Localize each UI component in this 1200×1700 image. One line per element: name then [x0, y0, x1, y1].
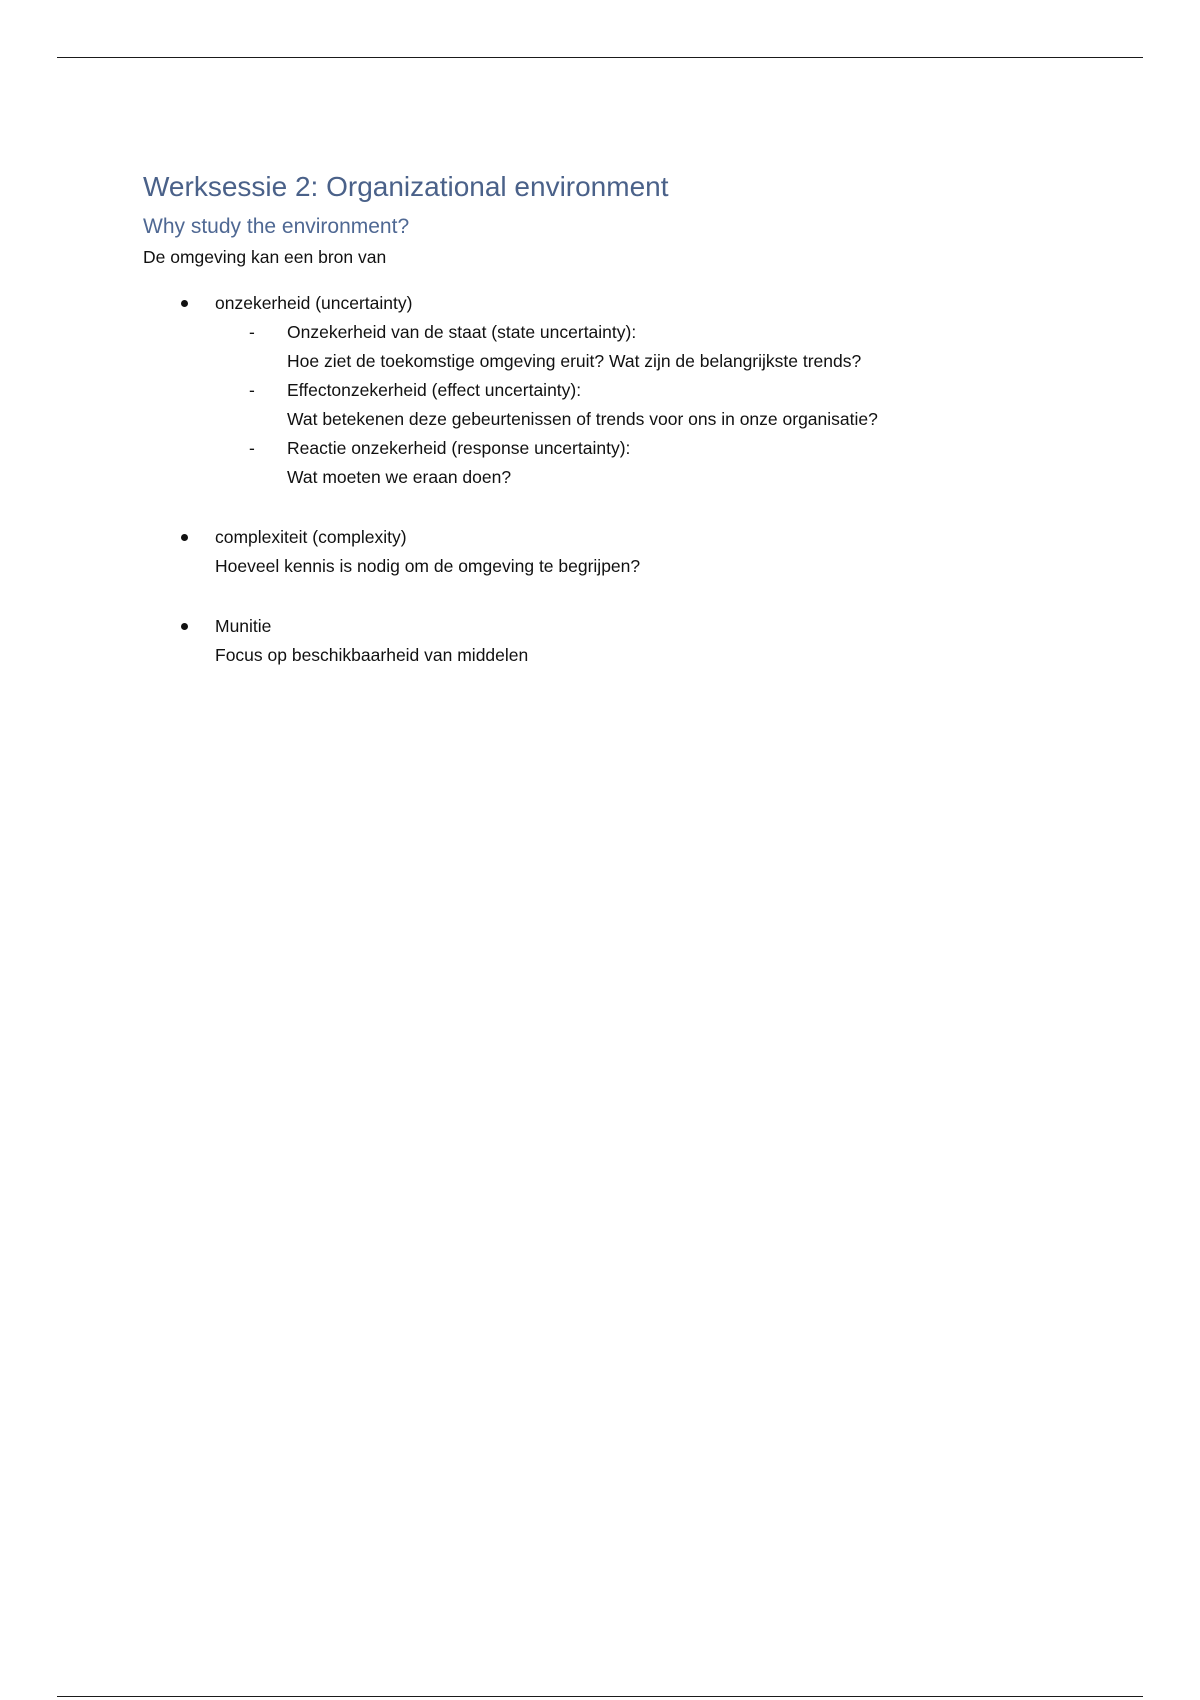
bullet-label: Munitie [215, 616, 272, 636]
sub-list [215, 318, 1103, 492]
footer-rule [57, 1696, 1143, 1697]
sub-item-label: Reactie onzekerheid (response uncertainty): [287, 438, 631, 458]
document-title: Werksessie 2: Organizational environment [143, 171, 669, 202]
sub-item-label: Onzekerheid van de staat (state uncertainty): [287, 322, 637, 342]
dash-icon: - [249, 380, 255, 400]
bullet-detail: Focus op beschikbaarheid van middelen [215, 645, 529, 665]
sub-item-state-uncertainty [215, 318, 1103, 376]
section-heading: Why study the environment? [143, 215, 410, 238]
bullet-label: complexiteit (complexity) [215, 527, 407, 547]
bullet-item-uncertainty [143, 289, 1103, 492]
sub-item-effect-uncertainty [215, 376, 1103, 434]
sub-item-label: Effectonzekerheid (effect uncertainty): [287, 380, 582, 400]
bullet-detail: Hoeveel kennis is nodig om de omgeving te begrijpen? [215, 556, 641, 576]
bullet-list [143, 289, 1103, 670]
dash-icon: - [249, 438, 255, 458]
bullet-label: onzekerheid (uncertainty) [215, 293, 413, 313]
bullet-item-munitie [143, 612, 1103, 670]
bullet-icon [181, 623, 188, 630]
sub-item-detail: Wat moeten we eraan doen? [287, 467, 512, 487]
page-content [143, 167, 1103, 670]
sub-item-response-uncertainty [215, 434, 1103, 492]
dash-icon: - [249, 322, 255, 342]
sub-item-detail: Hoe ziet de toekomstige omgeving eruit? Wat zijn de belangrijkste trends? [287, 351, 862, 371]
bullet-icon [181, 534, 188, 541]
intro-text: De omgeving kan een bron van [143, 247, 387, 267]
header-rule [57, 57, 1143, 58]
bullet-icon [181, 300, 188, 307]
bullet-item-complexity [143, 523, 1103, 581]
sub-item-detail: Wat betekenen deze gebeurtenissen of trends voor ons in onze organisatie? [287, 409, 878, 429]
